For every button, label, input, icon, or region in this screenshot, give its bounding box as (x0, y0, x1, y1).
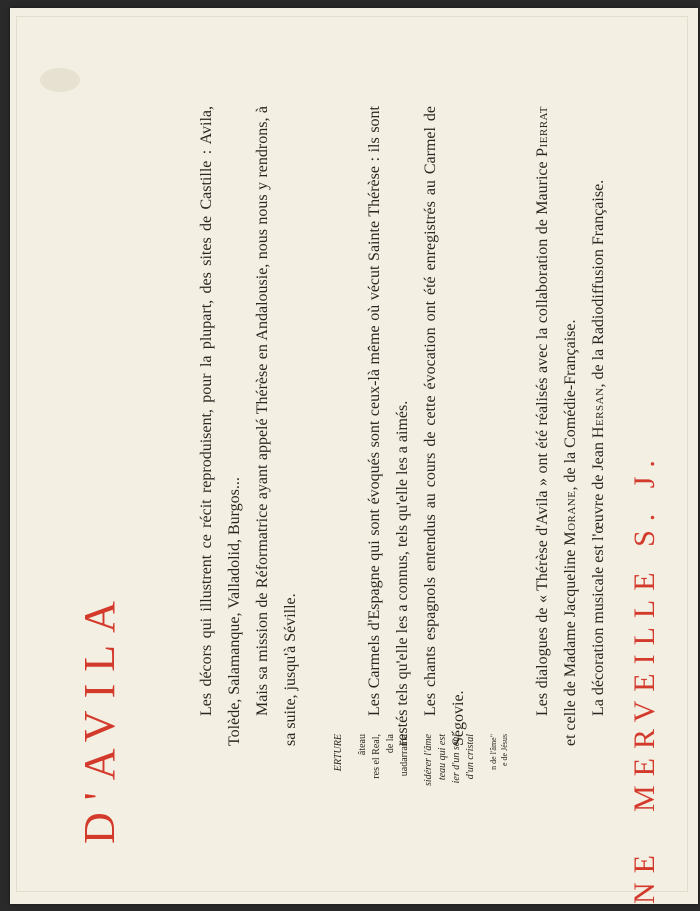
subtitle-main: MERVEILLE S. J. (628, 451, 661, 812)
text-run: La décoration musicale est l'œuvre de Jean (590, 438, 607, 716)
body-text (193, 106, 613, 746)
person-name: Pierrat (534, 106, 551, 157)
left-fragment-line: ier d'un seul (451, 734, 462, 784)
person-name: Morane (562, 490, 579, 546)
text-run: , de la Radiodiffusion Française. (590, 179, 607, 388)
rotated-content (10, 8, 698, 904)
left-fragment-line: d'un cristal (465, 734, 476, 780)
paragraph: Les décors qui illustrent ce récit reproduisent, pour la plupart, des sites de Castille : Avila, Tolède, Salamanque, Valladolid, Burgos... (198, 106, 243, 746)
left-fragment-line: âteau (357, 734, 368, 756)
left-fragment-line: de la (385, 734, 396, 754)
person-name: Hersan (590, 387, 607, 439)
page-title: D'AVILA (75, 589, 124, 844)
document-page (10, 8, 698, 904)
paragraph: Mais sa mission de Réformatrice ayant appelé Thérèse en Andalousie, nous nous y rendrons, à sa suite, jusqu'à Séville. (254, 106, 299, 746)
paragraph: Les chants espagnols entendus au cours de cette évocation ont été enregistrés au Carmel de Ségovie. (422, 106, 467, 746)
left-fragment-line: ERTURE (333, 734, 344, 772)
left-fragment-line: res el Real, (371, 734, 382, 779)
left-fragment-line: sidérer l'âme (423, 734, 434, 787)
left-fragment-line: e de Jésus (500, 734, 509, 766)
text-run: Les dialogues de « Thérèse d'Avila » ont été réalisés avec la collaboration de Maurice (534, 156, 551, 716)
text-run: , de la Comédie-Française. (562, 319, 579, 491)
left-fragment-line: n de l'âme" (489, 734, 498, 770)
left-column-fragment (332, 734, 510, 844)
left-fragment-line: teau qui est (437, 734, 448, 781)
left-fragment-line: uadarrama (399, 734, 410, 777)
paragraph (585, 106, 613, 746)
text-run: et celle de Madame Jacqueline (562, 545, 579, 746)
subtitle-prefix: NE (628, 846, 661, 904)
page-subtitle (630, 451, 660, 904)
paragraph: Les Carmels d'Espagne qui sont évoqués sont ceux-là même où vécut Sainte Thérèse : ils sont restés tels qu'elle les a connus, tels qu'elle les a aimés. (366, 106, 411, 746)
paragraph (529, 106, 585, 746)
